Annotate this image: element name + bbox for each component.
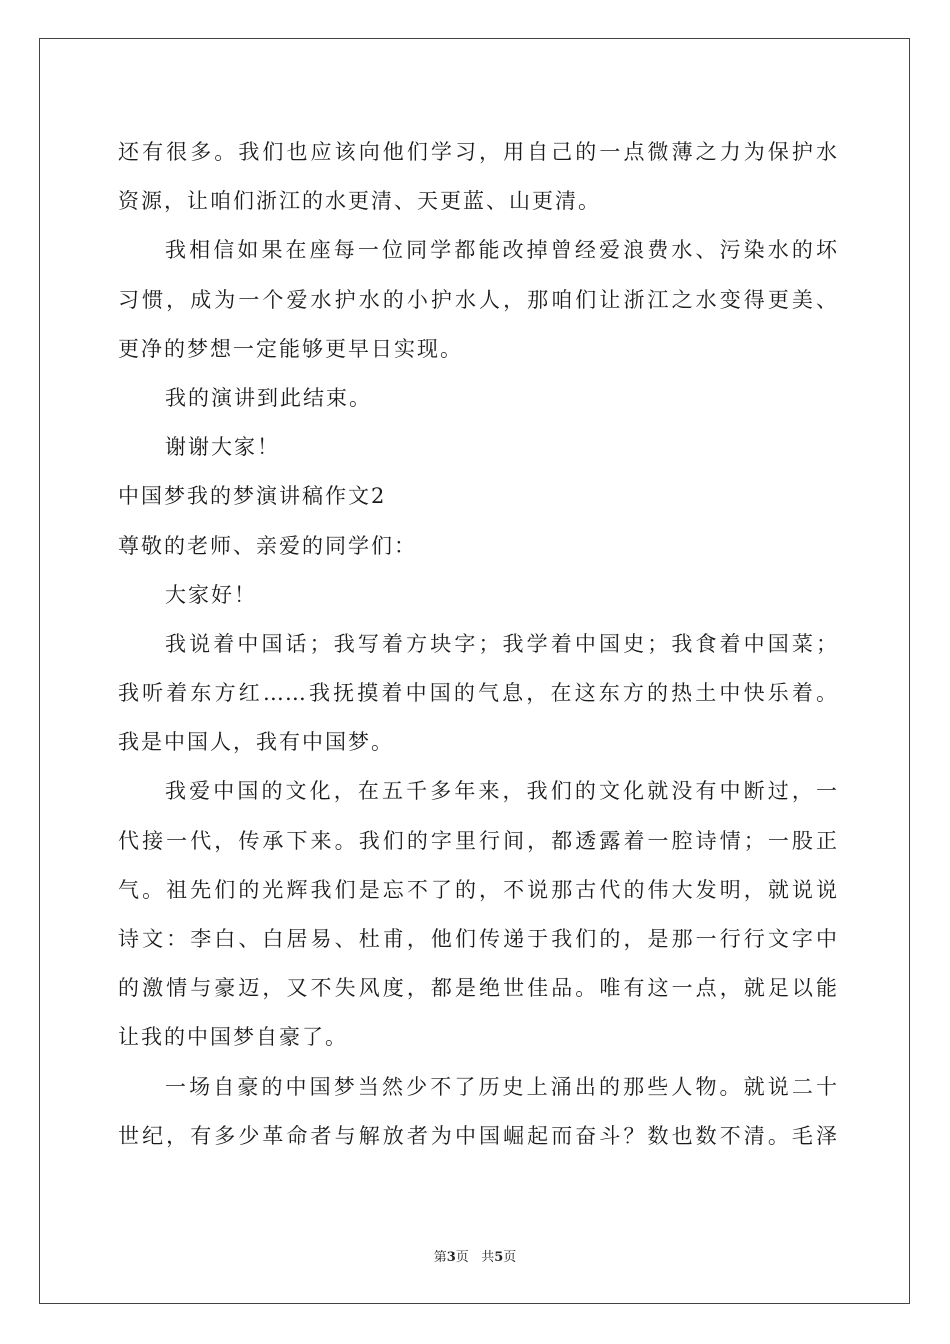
- text-line: 更净的梦想一定能够更早日实现。: [118, 336, 463, 361]
- total-pages: 5: [494, 1250, 504, 1265]
- text-line: 一场自豪的中国梦当然少不了历史上涌出的那些人物。就说二十: [165, 1074, 838, 1099]
- text-line: 让我的中国梦自豪了。: [118, 1025, 348, 1050]
- page-prefix: 第: [433, 1250, 447, 1265]
- document-body: [118, 128, 838, 1161]
- total-suffix: 页: [503, 1250, 517, 1265]
- page-number: 3: [446, 1250, 456, 1265]
- text-line: 我是中国人，我有中国梦。: [118, 730, 394, 755]
- text-line: 诗文：李白、白居易、杜甫，他们传递于我们的，是那一行行文字中: [118, 927, 838, 951]
- text-line: 我的演讲到此结束。: [165, 385, 372, 410]
- text-line: 还有很多。我们也应该向他们学习，用自己的一点微薄之力为保护水: [118, 140, 838, 164]
- text-line: 气。祖先们的光辉我们是忘不了的，不说那古代的伟大发明，就说说: [118, 877, 838, 902]
- page-suffix: 页: [455, 1250, 469, 1265]
- text-line: 资源，让咱们浙江的水更清、天更蓝、山更清。: [118, 189, 601, 214]
- text-line: 我说着中国话；我写着方块字；我学着中国史；我食着中国菜；: [165, 631, 838, 656]
- text-line: 世纪，有多少革命者与解放者为中国崛起而奋斗？数也数不清。毛泽: [118, 1123, 838, 1148]
- text-line: 代接一代，传承下来。我们的字里行间，都透露着一腔诗情；一股正: [118, 828, 838, 853]
- text-line: 习惯，成为一个爱水护水的小护水人，那咱们让浙江之水变得更美、: [118, 287, 838, 312]
- text-line: 我爱中国的文化，在五千多年来，我们的文化就没有中断过，一: [165, 779, 838, 804]
- page-footer: [0, 1246, 950, 1265]
- text-line: 谢谢大家！: [165, 435, 280, 460]
- text-line: 我相信如果在座每一位同学都能改掉曾经爱浪费水、污染水的坏: [165, 238, 838, 263]
- total-prefix: 共: [481, 1250, 495, 1265]
- text-line: 尊敬的老师、亲爱的同学们：: [118, 533, 417, 558]
- text-line: 大家好！: [165, 582, 257, 607]
- text-line: 中国梦我的梦演讲稿作文2: [118, 484, 387, 509]
- text-line: 的激情与豪迈，又不失风度，都是绝世佳品。唯有这一点，就足以能: [118, 976, 838, 1001]
- text-line: 我听着东方红……我抚摸着中国的气息，在这东方的热土中快乐着。: [118, 681, 838, 706]
